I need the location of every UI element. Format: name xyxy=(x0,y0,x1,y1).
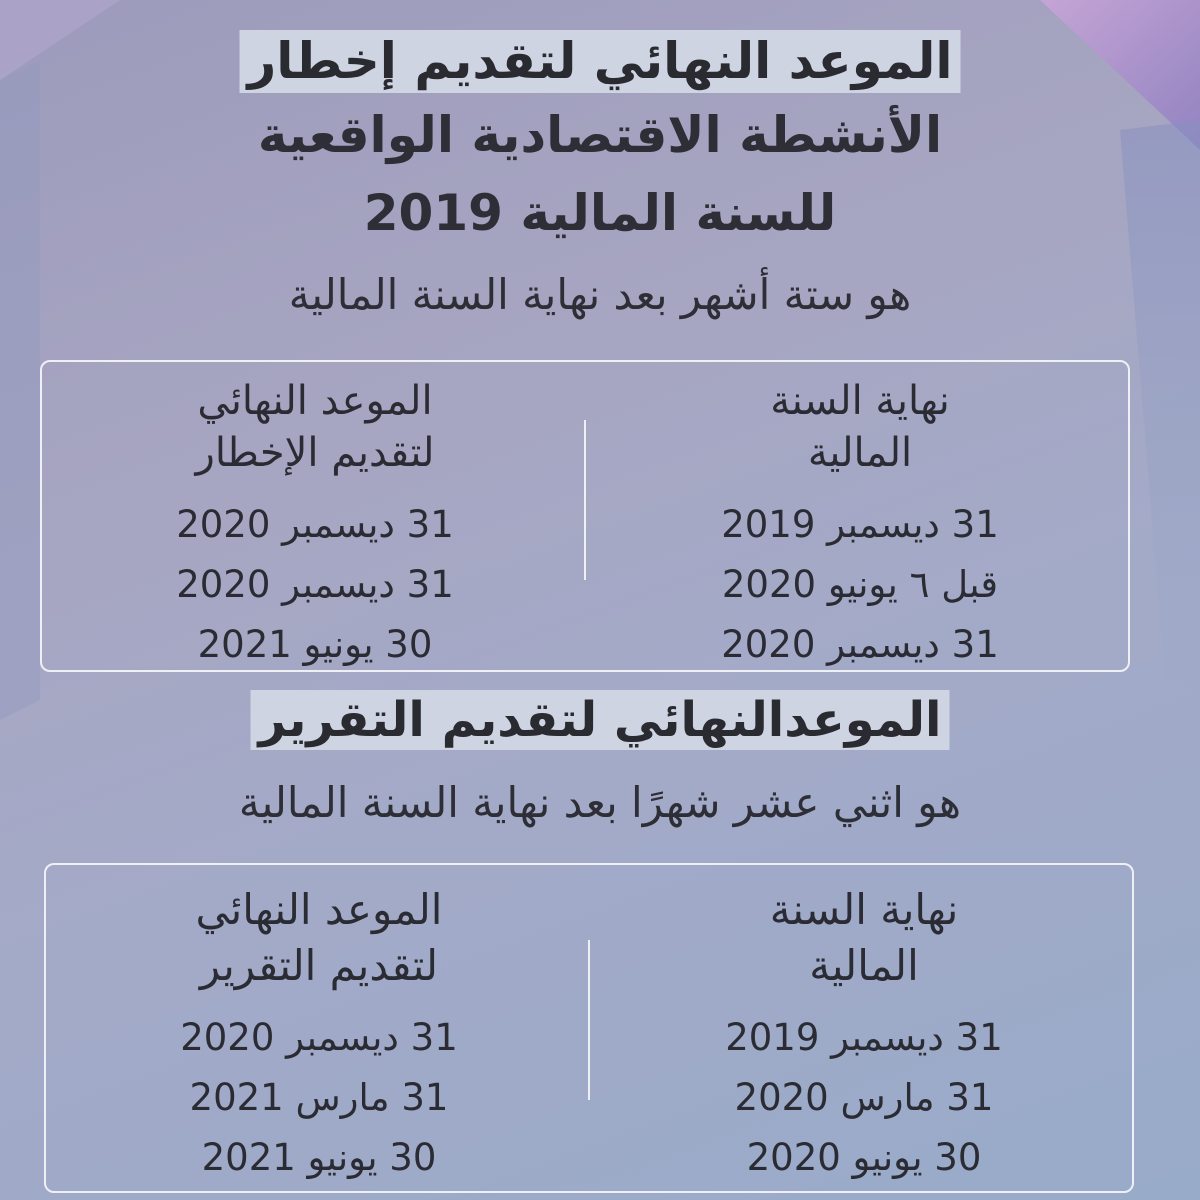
report-fy-row: 31 ديسمبر 2019 xyxy=(725,1016,1003,1059)
notification-deadline-row: 30 يونيو 2021 xyxy=(197,623,433,666)
notification-title-line-3: للسنة المالية 2019 xyxy=(363,184,837,242)
notification-deadline-row: 31 ديسمبر 2020 xyxy=(176,563,454,606)
report-deadline-header: الموعد النهائي لتقديم التقرير xyxy=(195,885,443,990)
report-deadline-row: 30 يونيو 2021 xyxy=(201,1136,437,1179)
notification-fy-row: قبل ٦ يونيو 2020 xyxy=(721,563,999,606)
report-fy-row: 30 يونيو 2020 xyxy=(746,1136,982,1179)
report-deadline-row: 31 مارس 2021 xyxy=(189,1076,449,1119)
notification-fy-column xyxy=(600,375,1120,675)
report-subtitle: هو اثني عشر شهرًا بعد نهاية السنة المالية xyxy=(238,778,962,827)
notification-fy-row: 31 ديسمبر 2019 xyxy=(721,503,999,546)
notification-title-highlight: الموعد النهائي لتقديم إخطار xyxy=(240,30,961,93)
report-fy-header: نهاية السنة المالية xyxy=(769,885,959,990)
report-fy-column xyxy=(604,882,1124,1188)
notification-fy-header: نهاية السنة المالية xyxy=(770,378,950,476)
report-fy-row: 31 مارس 2020 xyxy=(734,1076,994,1119)
report-deadline-column xyxy=(59,882,579,1188)
notification-fy-row: 31 ديسمبر 2020 xyxy=(721,623,999,666)
notification-deadline-header: الموعد النهائي لتقديم الإخطار xyxy=(195,378,435,476)
notification-deadline-column xyxy=(55,375,575,675)
report-deadline-row: 31 ديسمبر 2020 xyxy=(180,1016,458,1059)
notification-subtitle: هو ستة أشهر بعد نهاية السنة المالية xyxy=(288,270,912,319)
report-title-highlight: الموعدالنهائي لتقديم التقرير xyxy=(251,690,950,750)
notification-deadline-row: 31 ديسمبر 2020 xyxy=(176,503,454,546)
notification-table-divider xyxy=(584,420,586,580)
notification-title-line-2: الأنشطة الاقتصادية الواقعية xyxy=(257,106,943,164)
report-table-divider xyxy=(588,940,590,1100)
